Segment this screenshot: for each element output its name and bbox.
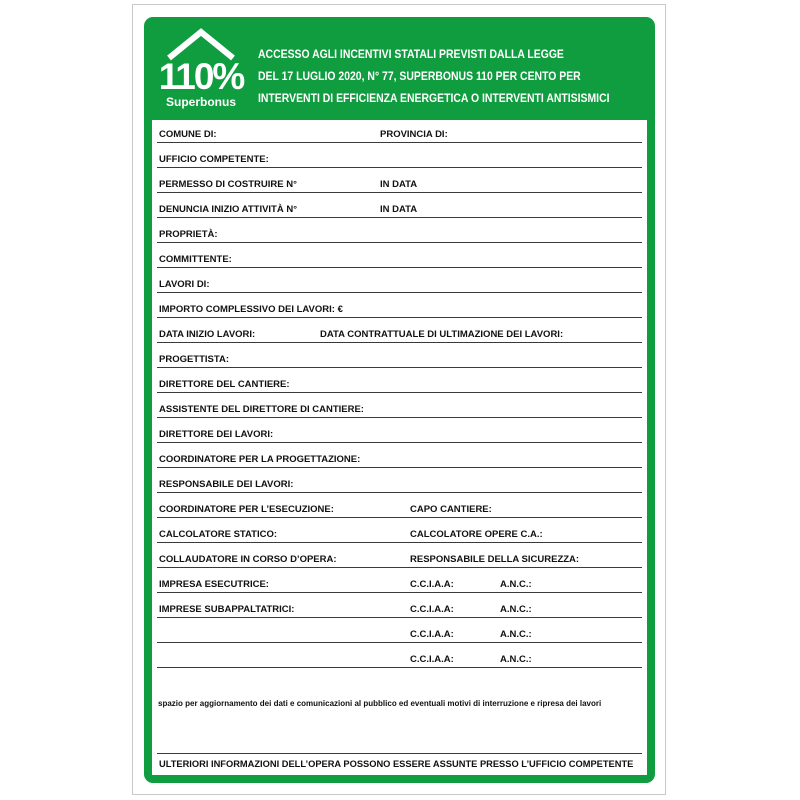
form-row xyxy=(157,347,642,368)
calcolatore-opere-label: CALCOLATORE OPERE C.A.: xyxy=(410,528,543,540)
committente-label: COMMITTENTE: xyxy=(159,253,232,265)
anc-label: A.N.C.: xyxy=(500,653,532,665)
logo-percent: 110% xyxy=(158,56,244,97)
capo-cantiere-label: CAPO CANTIERE: xyxy=(410,503,492,515)
form-row xyxy=(157,447,642,468)
direttore-cantiere-label: DIRETTORE DEL CANTIERE: xyxy=(159,378,290,390)
header-line: DEL 17 LUGLIO 2020, N° 77, SUPERBONUS 110 PER CENTO PER xyxy=(258,70,581,83)
form-row xyxy=(157,522,642,543)
responsabile-lavori-label: RESPONSABILE DEI LAVORI: xyxy=(159,478,294,490)
form-row xyxy=(157,497,642,518)
coord-progettazione-label: COORDINATORE PER LA PROGETTAZIONE: xyxy=(159,453,361,465)
form-row xyxy=(157,272,642,293)
form-row xyxy=(157,147,642,168)
cciaa-label: C.C.I.A.A: xyxy=(410,653,454,665)
form-row xyxy=(157,122,642,143)
ufficio-label: UFFICIO COMPETENTE: xyxy=(159,153,269,165)
imprese-subappaltatrici-label: IMPRESE SUBAPPALTATRICI: xyxy=(159,603,295,615)
form-row xyxy=(157,422,642,443)
cciaa-label: C.C.I.A.A: xyxy=(410,603,454,615)
form-row xyxy=(157,172,642,193)
data-ultimazione-label: DATA CONTRATTUALE DI ULTIMAZIONE DEI LAVORI: xyxy=(320,328,564,340)
cciaa-label: C.C.I.A.A: xyxy=(410,628,454,640)
form-row xyxy=(157,222,642,243)
form-row xyxy=(157,372,642,393)
form-row xyxy=(157,597,642,618)
form-row xyxy=(157,472,642,493)
lavori-label: LAVORI DI: xyxy=(159,278,210,290)
proprieta-label: PROPRIETÀ: xyxy=(159,228,218,240)
coord-esecuzione-label: COORDINATORE PER L’ESECUZIONE: xyxy=(159,503,334,515)
form-row xyxy=(157,397,642,418)
header-line: INTERVENTI DI EFFICIENZA ENERGETICA O INTERVENTI ANTISISMICI xyxy=(258,92,610,105)
logo-subtitle: Superbonus xyxy=(165,95,236,109)
anc-label: A.N.C.: xyxy=(500,628,532,640)
importo-label: IMPORTO COMPLESSIVO DEI LAVORI: € xyxy=(159,303,343,315)
form-panel xyxy=(152,120,647,775)
form-row xyxy=(157,572,642,593)
footer-text: ULTERIORI INFORMAZIONI DELL’OPERA POSSONO ESSERE ASSUNTE PRESSO L’UFFICIO COMPETENTE xyxy=(159,758,634,769)
form-row xyxy=(157,322,642,343)
anc-label: A.N.C.: xyxy=(500,578,532,590)
form-row xyxy=(157,297,642,318)
permesso-label: PERMESSO DI COSTRUIRE N° xyxy=(159,178,297,190)
calcolatore-statico-label: CALCOLATORE STATICO: xyxy=(159,528,278,540)
notice-text: spazio per aggiornamento dei dati e comunicazioni al pubblico ed eventuali motivi di interruzione e ripresa dei lavori xyxy=(158,699,602,708)
denuncia-data-label: IN DATA xyxy=(380,203,418,215)
resp-sicurezza-label: RESPONSABILE DELLA SICUREZZA: xyxy=(410,553,580,565)
assistente-label: ASSISTENTE DEL DIRETTORE DI CANTIERE: xyxy=(159,403,364,415)
header-line: ACCESSO AGLI INCENTIVI STATALI PREVISTI DALLA LEGGE xyxy=(258,48,564,61)
header-title xyxy=(258,44,614,110)
footer-row xyxy=(157,753,642,773)
superbonus-logo xyxy=(153,24,249,114)
progettista-label: PROGETTISTA: xyxy=(159,353,230,365)
anc-label: A.N.C.: xyxy=(500,603,532,615)
direttore-lavori-label: DIRETTORE DEI LAVORI: xyxy=(159,428,274,440)
permesso-data-label: IN DATA xyxy=(380,178,418,190)
form-row xyxy=(157,247,642,268)
impresa-esecutrice-label: IMPRESA ESECUTRICE: xyxy=(159,578,269,590)
form-row xyxy=(157,547,642,568)
form-row xyxy=(157,197,642,218)
data-inizio-label: DATA INIZIO LAVORI: xyxy=(159,328,256,340)
comune-label: COMUNE DI: xyxy=(159,128,217,140)
provincia-label: PROVINCIA DI: xyxy=(380,128,448,140)
form-row xyxy=(157,647,642,668)
collaudatore-label: COLLAUDATORE IN CORSO D’OPERA: xyxy=(159,553,337,565)
form-row xyxy=(157,622,642,643)
denuncia-label: DENUNCIA INIZIO ATTIVITÀ N° xyxy=(159,203,298,215)
cciaa-label: C.C.I.A.A: xyxy=(410,578,454,590)
